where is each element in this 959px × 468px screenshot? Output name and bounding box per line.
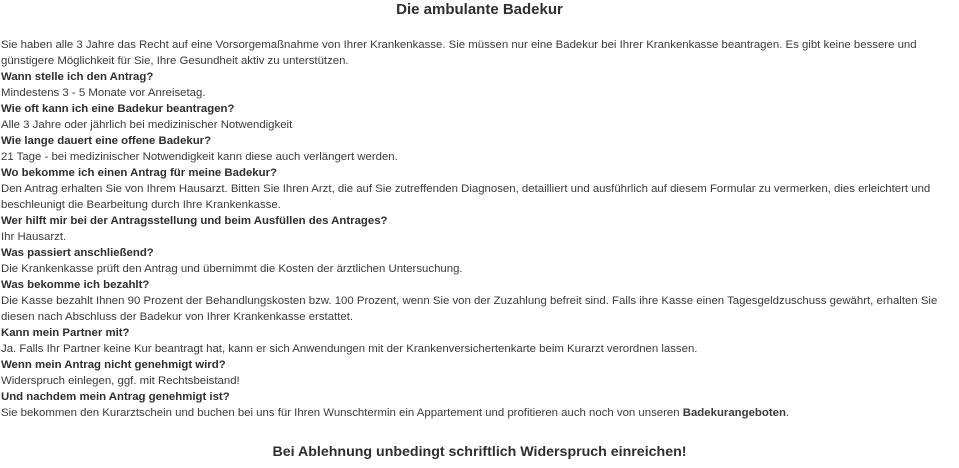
question: Wann stelle ich den Antrag?	[1, 71, 154, 83]
question: Wo bekomme ich einen Antrag für meine Badekur?	[1, 167, 277, 179]
intro-text: Sie haben alle 3 Jahre das Recht auf eine Vorsorgemaßnahme von Ihrer Krankenkasse. Sie müssen nur eine Badekur bei Ihrer Krankenkasse beantragen. Es gibt keine bessere und günstigere Möglichkeit für Sie, Ihre Gesundheit aktiv zu unterstützen.	[1, 39, 917, 67]
answer: Die Krankenkasse prüft den Antrag und übernimmt die Kosten der ärztlichen Untersuchung.	[1, 263, 463, 275]
question: Was bekomme ich bezahlt?	[1, 279, 150, 291]
page-title: Die ambulante Badekur	[396, 1, 563, 18]
answer: Mindestens 3 - 5 Monate vor Anreisetag.	[1, 87, 206, 99]
question: Wer hilft mir bei der Antragsstellung und beim Ausfüllen des Antrages?	[1, 215, 388, 227]
answer: Alle 3 Jahre oder jährlich bei medizinischer Notwendigkeit	[1, 119, 293, 131]
answer-text: Sie bekommen den Kurarztschein und buchen bei uns für Ihren Wunschtermin ein Appartement und profitieren auch noch von unseren	[1, 407, 683, 419]
answer: Die Kasse bezahlt Ihnen 90 Prozent der Behandlungskosten bzw. 100 Prozent, wenn Sie von der Zuzahlung befreit sind. Falls ihre Kasse einen Tagesgeldzuschuss gewährt, erhalten Sie diesen nach Abschluss der Badekur von Ihrer Krankenkasse erstattet.	[1, 295, 938, 323]
answer: 21 Tage - bei medizinischer Notwendigkeit kann diese auch verlängert werden.	[1, 151, 398, 163]
answer: Den Antrag erhalten Sie von Ihrem Hausarzt. Bitten Sie Ihren Arzt, die auf Sie zutreffenden Diagnosen, detailliert und ausführlich auf diesem Formular zu vermerken, dies erleichtert und beschleunigt die Bearbeitung durch Ihre Krankenkasse.	[1, 183, 931, 211]
content	[1, 37, 956, 421]
question: Was passiert anschließend?	[1, 247, 154, 259]
question: Wie oft kann ich eine Badekur beantragen?	[1, 103, 235, 115]
answer	[1, 405, 956, 421]
question: Wenn mein Antrag nicht genehmigt wird?	[1, 359, 226, 371]
question: Kann mein Partner mit?	[1, 327, 130, 339]
answer: Ja. Falls Ihr Partner keine Kur beantragt hat, kann er sich Anwendungen mit der Krankenversichertenkarte beim Kurarzt verordnen lassen.	[1, 343, 698, 355]
answer: Widerspruch einlegen, ggf. mit Rechtsbeistand!	[1, 375, 240, 387]
question: Und nachdem mein Antrag genehmigt ist?	[1, 391, 230, 403]
badekurangebote-link[interactable]: Badekurangeboten	[682, 407, 786, 419]
answer: Ihr Hausarzt.	[1, 231, 67, 243]
answer-end: .	[785, 407, 790, 419]
question: Wie lange dauert eine offene Badekur?	[1, 135, 212, 147]
footer-notice: Bei Ablehnung unbedingt schriftlich Widerspruch einreichen!	[272, 444, 687, 460]
